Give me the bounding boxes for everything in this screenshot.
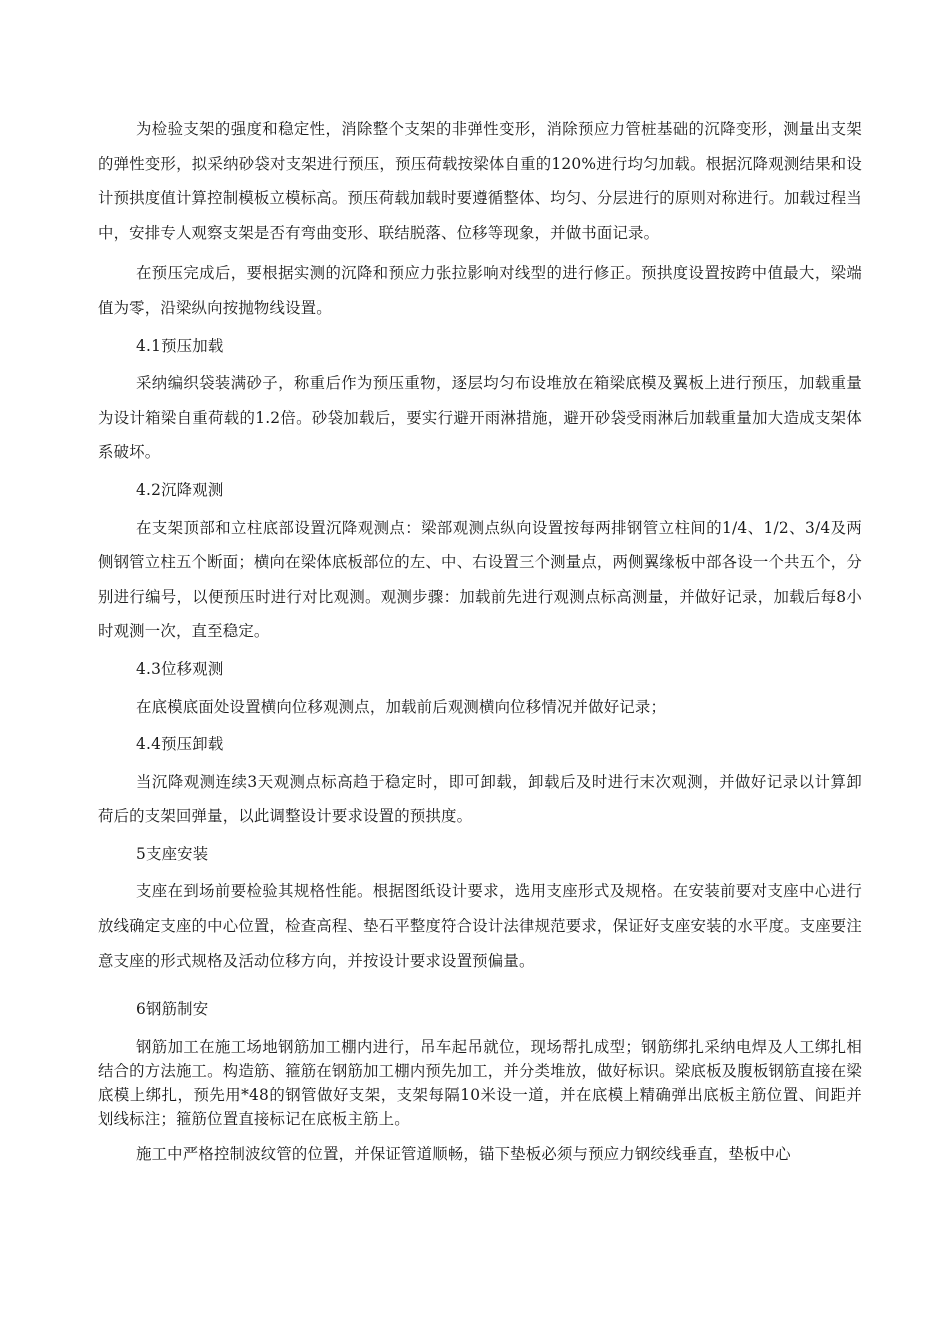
heading-6: 6钢筋制安 — [136, 1000, 209, 1019]
document-page — [98, 112, 862, 1171]
heading-4-2: 4.2沉降观测 — [136, 480, 224, 499]
paragraph-preload-loading: 采纳编织袋装满砂子，称重后作为预压重物，逐层均匀布设堆放在箱梁底模及翼板上进行预压，加载重量为设计箱梁自重荷载的1.2倍。砂袋加载后，要实行避开雨淋措施，避开砂袋受雨淋后加载重量加大造成支架体系破坏。 — [98, 374, 862, 462]
heading-4-3: 4.3位移观测 — [136, 659, 224, 678]
paragraph-preload-unloading: 当沉降观测连续3天观测点标高趋于稳定时，即可卸载，卸载后及时进行末次观测，并做好记录以计算卸荷后的支架回弹量，以此调整设计要求设置的预拱度。 — [98, 772, 862, 826]
heading-5: 5支座安装 — [136, 844, 209, 863]
heading-4-1: 4.1预压加载 — [136, 336, 224, 355]
paragraph-settlement-observation: 在支架顶部和立柱底部设置沉降观测点：梁部观测点纵向设置按每两排钢管立柱间的1/4、1/2、3/4及两侧钢管立柱五个断面；横向在梁体底板部位的左、中、右设置三个测量点，两侧翼缘板中部各设一个共五个，分别进行编号，以便预压时进行对比观测。观测步骤：加载前先进行观测点标高测量，并做好记录，加载后每8小时观测一次，直至稳定。 — [98, 518, 862, 641]
paragraph-duct-control: 施工中严格控制波纹管的位置，并保证管道顺畅，锚下垫板必须与预应力钢绞线垂直，垫板中心 — [136, 1144, 791, 1163]
paragraph-camber-correction: 在预压完成后，要根据实测的沉降和预应力张拉影响对线型的进行修正。预拱度设置按跨中值最大，梁端值为零，沿梁纵向按抛物线设置。 — [98, 264, 862, 317]
paragraph-rebar-fabrication: 钢筋加工在施工场地钢筋加工棚内进行，吊车起吊就位，现场帮扎成型；钢筋绑扎采纳电焊及人工绑扎相结合的方法施工。构造筋、箍筋在钢筋加工棚内预先加工，并分类堆放，做好标识。梁底板及腹板钢筋直接在梁底模上绑扎，预先用*48的钢管做好支架，支架每隔10米设一道，并在底模上精确弹出底板主筋位置、间距并划线标注；箍筋位置直接标记在底板主筋上。 — [98, 1037, 862, 1128]
paragraph-displacement-observation: 在底模底面处设置横向位移观测点，加载前后观测横向位移情况并做好记录； — [136, 697, 667, 716]
paragraph-bearing-installation: 支座在到场前要检验其规格性能。根据图纸设计要求，选用支座形式及规格。在安装前要对支座中心进行放线确定支座的中心位置，检查高程、垫石平整度符合设计法律规范要求，保证好支座安装的水平度。支座要注意支座的形式规格及活动位移方向，并按设计要求设置预偏量。 — [98, 882, 862, 970]
paragraph-preload-purpose: 为检验支架的强度和稳定性，消除整个支架的非弹性变形，消除预应力管桩基础的沉降变形，测量出支架的弹性变形，拟采纳砂袋对支架进行预压，预压荷载按梁体自重的120%进行均匀加载。根据沉降观测结果和设计预拱度值计算控制模板立模标高。预压荷载加载时要遵循整体、均匀、分层进行的原则对称进行。加载过程当中，安排专人观察支架是否有弯曲变形、联结脱落、位移等现象，并做书面记录。 — [98, 120, 862, 242]
heading-4-4: 4.4预压卸载 — [136, 735, 224, 754]
